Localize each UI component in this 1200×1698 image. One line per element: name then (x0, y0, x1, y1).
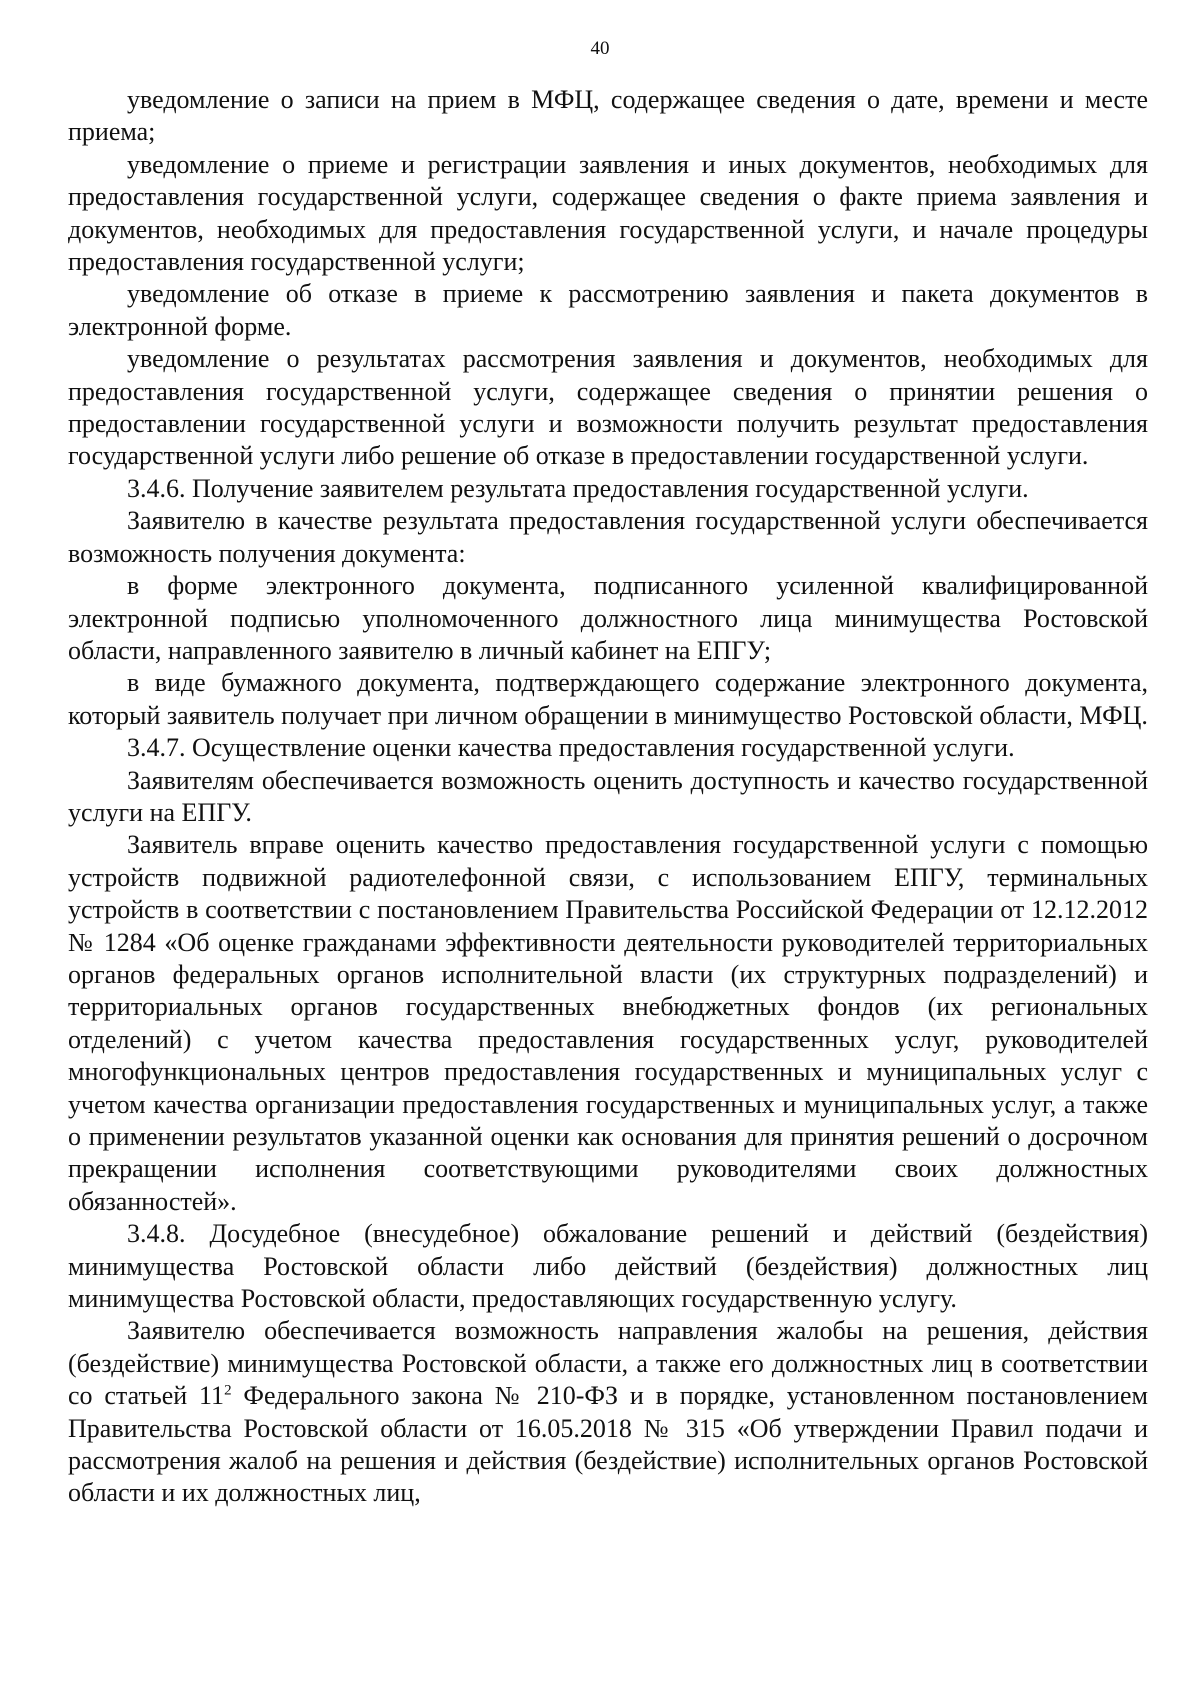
section-3-4-8-heading: 3.4.8. Досудебное (внесудебное) обжалование решений и действий (бездействия) минимущества Ростовской области либо действий (бездействия) должностных лиц минимущества Ростовской области, предоставляющих государственную услугу. (68, 1219, 1148, 1314)
page-number: 40 (590, 38, 610, 59)
paragraph-quality-assessment: Заявителям обеспечивается возможность оценить доступность и качество государственной услуги на ЕПГУ. (68, 765, 1148, 827)
article-superscript: 2 (224, 1382, 232, 1399)
document-body (68, 84, 1148, 1510)
complaint-text-before: Заявителю обеспечивается возможность направления жалобы на решения, действия (бездействие) минимущества Ростовской области, а также его должностных лиц в соответствии со статьей 11 (68, 1316, 1148, 1411)
paragraph-notice-appointment: уведомление о записи на прием в МФЦ, содержащее сведения о дате, времени и месте приема; (68, 85, 1148, 147)
paragraph-notice-registration: уведомление о приеме и регистрации заявления и иных документов, необходимых для предоставления государственной услуги, содержащее сведения о факте приема заявления и документов, необходимых для предоставления государственной услуги, и начале процедуры предоставления государственной услуги; (68, 149, 1148, 277)
paragraph-electronic-document: в форме электронного документа, подписанного усиленной квалифицированной электронной подписью уполномоченного должностного лица минимущества Ростовской области, направленного заявителю в личный кабинет на ЕПГУ; (68, 571, 1148, 665)
section-3-4-6-heading: 3.4.6. Получение заявителем результата предоставления государственной услуги. (127, 473, 1029, 503)
paragraph-assessment-methods: Заявитель вправе оценить качество предоставления государственной услуги с помощью устройств подвижной радиотелефонной связи, с использованием ЕПГУ, терминальных устройств в соответствии с постановлением Правительства Российской Федерации от 12.12.2012 № 1284 «Об оценке гражданами эффективности деятельности руководителей территориальных органов федеральных органов исполнительной власти (их структурных подразделений) и территориальных органов государственных внебюджетных фондов (их региональных отделений) с учетом качества предоставления государственных услуг, руководителей многофункциональных центров предоставления государственных и муниципальных услуг с учетом качества организации предоставления государственных и муниципальных услуг, а также о применении результатов указанной оценки как основания для принятия решений о досрочном прекращении исполнения соответствующими руководителями своих должностных обязанностей». (68, 830, 1148, 1216)
section-3-4-7-heading: 3.4.7. Осуществление оценки качества предоставления государственной услуги. (127, 733, 1015, 763)
paragraph-notice-results: уведомление о результатах рассмотрения заявления и документов, необходимых для предоставления государственной услуги, содержащее сведения о принятии решения о предоставлении государственной услуги и возможности получить результат предоставления государственной услуги либо решение об отказе в предоставлении государственной услуги. (68, 344, 1148, 471)
paragraph-result-options: Заявителю в качестве результата предоставления государственной услуги обеспечивается возможность получения документа: (68, 506, 1148, 568)
paragraph-complaint (68, 1315, 1148, 1509)
paragraph-notice-refusal: уведомление об отказе в приеме к рассмотрению заявления и пакета документов в электронной форме. (68, 279, 1148, 341)
complaint-text-after: Федерального закона № 210-ФЗ и в порядке, установленном постановлением Правительства Ростовской области от 16.05.2018 № 315 «Об утверждении Правил подачи и рассмотрения жалоб на решения и действия (бездействие) исполнительных органов Ростовской области и их должностных лиц, (68, 1381, 1149, 1508)
paragraph-paper-document: в виде бумажного документа, подтверждающего содержание электронного документа, который заявитель получает при личном обращении в минимущество Ростовской области, МФЦ. (68, 668, 1148, 730)
